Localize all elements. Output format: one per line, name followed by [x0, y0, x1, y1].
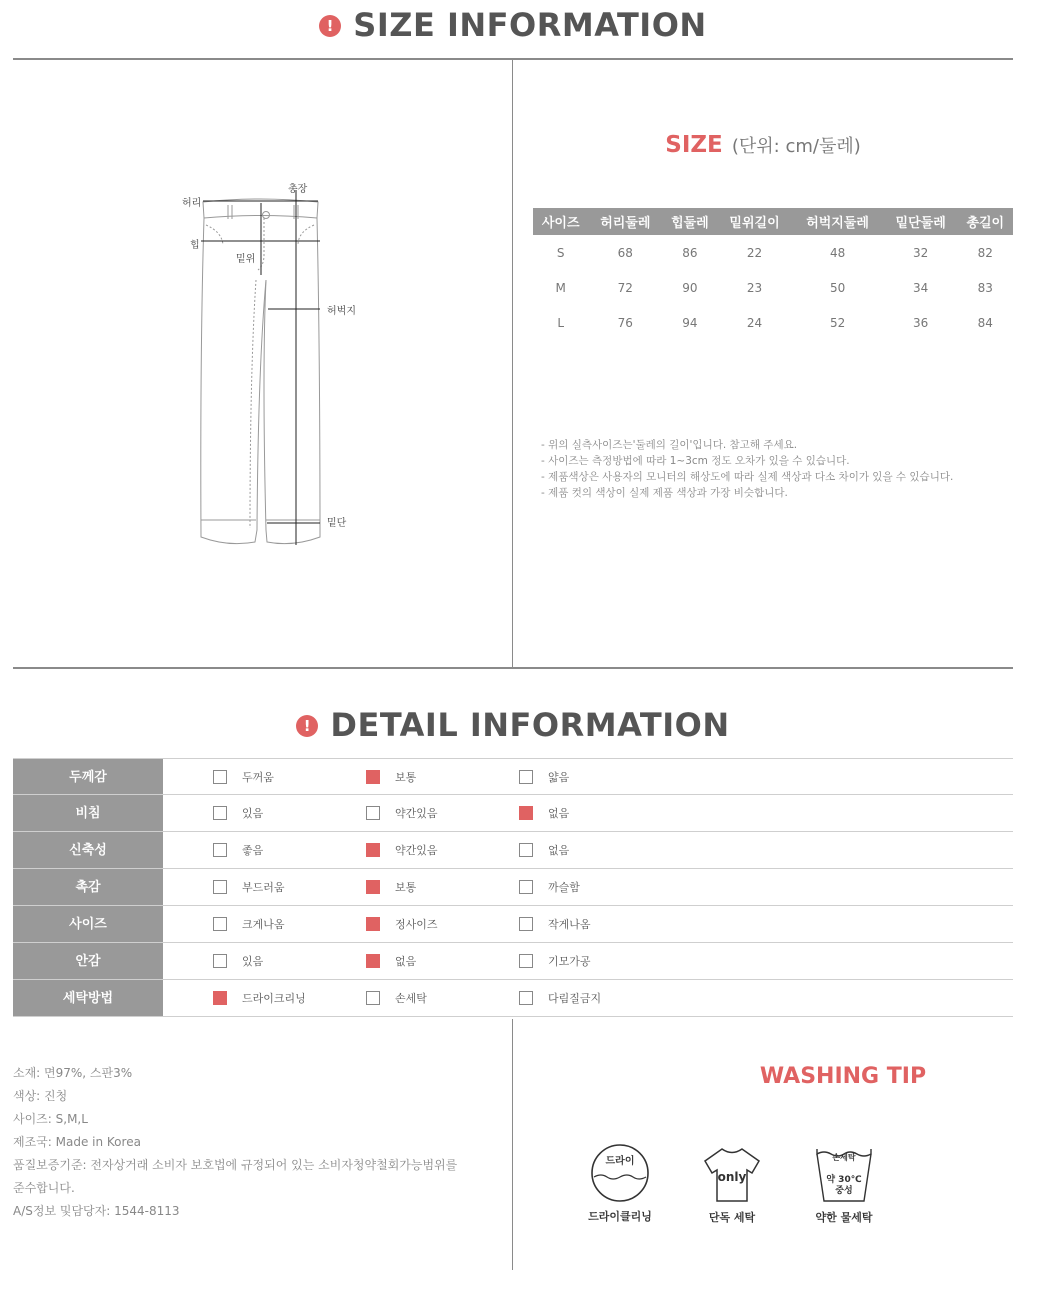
table-cell: 32 — [913, 245, 929, 260]
diagram-label-length: 총장 — [288, 184, 308, 195]
bottom-divider — [13, 667, 1013, 669]
detail-option-label: 정사이즈 — [395, 918, 438, 931]
product-info-line: 준수합니다. — [13, 1181, 75, 1195]
detail-option — [213, 759, 274, 794]
detail-row-label: 신축성 — [13, 832, 163, 868]
product-info-line: 제조국: Made in Korea — [13, 1135, 141, 1149]
unchecked-box-icon — [213, 843, 227, 857]
detail-option — [213, 832, 263, 868]
detail-row — [13, 869, 1013, 906]
detail-option — [366, 906, 438, 942]
detail-option-label: 까슬함 — [548, 881, 580, 894]
size-table-header-cell: 밑위길이 — [718, 208, 792, 235]
detail-option-label: 손세탁 — [395, 992, 427, 1005]
table-cell: 94 — [682, 315, 698, 330]
detail-row — [13, 980, 1013, 1017]
unchecked-box-icon — [366, 991, 380, 1005]
detail-option — [213, 906, 285, 942]
tshirt-icon — [702, 1146, 762, 1204]
detail-option-label: 약간있음 — [395, 807, 438, 820]
detail-option-label: 있음 — [242, 955, 264, 968]
unchecked-box-icon — [519, 843, 533, 857]
detail-option-label: 다림질금지 — [548, 992, 602, 1005]
product-info-line: 사이즈: S,M,L — [13, 1112, 88, 1126]
detail-row — [13, 943, 1013, 980]
table-cell: 90 — [682, 280, 698, 295]
table-cell: 24 — [746, 315, 763, 330]
pants-diagram — [170, 170, 390, 560]
checked-box-icon — [366, 770, 380, 784]
detail-option — [366, 795, 438, 831]
tub-text-bottom: 중성 — [835, 1186, 853, 1196]
detail-table — [13, 758, 1013, 1017]
diagram-label-thigh: 허벅지 — [327, 306, 356, 317]
detail-option-label: 크게나옴 — [242, 918, 285, 931]
note-line: - 사이즈는 측정방법에 따라 1~3cm 정도 오차가 있을 수 있습니다. — [541, 455, 850, 467]
detail-information-title: ! DETAIL INFORMATION — [0, 706, 1026, 744]
detail-row — [13, 758, 1013, 795]
detail-option-label: 보통 — [395, 881, 417, 894]
checked-box-icon — [519, 806, 533, 820]
table-cell: 50 — [829, 280, 846, 295]
detail-option — [366, 869, 416, 905]
detail-option-label: 부드러움 — [242, 881, 285, 894]
table-cell: 52 — [829, 315, 846, 330]
unchecked-box-icon — [213, 806, 227, 820]
pants-outline-icon — [170, 170, 390, 560]
top-divider — [13, 58, 1013, 60]
diagram-label-hem: 밑단 — [327, 518, 347, 529]
table-cell: 23 — [746, 280, 763, 295]
detail-option-label: 보통 — [395, 770, 417, 784]
detail-option-label: 작게나옴 — [548, 918, 591, 931]
tub-text-top: 손세탁 — [832, 1153, 856, 1162]
table-cell: M — [555, 280, 566, 295]
size-table-header-cell: 허리둘레 — [588, 208, 662, 235]
table-cell: 82 — [977, 245, 993, 260]
detail-row-label: 비침 — [13, 795, 163, 831]
detail-option-label: 약간있음 — [395, 844, 438, 857]
detail-option — [213, 980, 306, 1016]
detail-row-label: 사이즈 — [13, 906, 163, 942]
size-information-title: ! SIZE INFORMATION — [0, 6, 1026, 44]
detail-row-label: 세탁방법 — [13, 980, 163, 1016]
table-cell: 86 — [682, 245, 698, 260]
size-table-header-cell: 총길이 — [958, 208, 1013, 235]
table-cell: 48 — [829, 245, 846, 260]
detail-option — [519, 832, 569, 868]
detail-option — [519, 906, 591, 942]
product-info-line: 색상: 진청 — [13, 1089, 68, 1103]
table-cell: L — [557, 315, 565, 330]
tub-text-mid: 약 30℃ — [826, 1175, 862, 1185]
unchecked-box-icon — [213, 880, 227, 894]
wash-item-gentle — [806, 1146, 882, 1225]
table-cell: 36 — [913, 315, 929, 330]
wash-caption: 약한 물세탁 — [815, 1211, 873, 1224]
note-line: - 제품색상은 사용자의 모니터의 해상도에 따라 실제 색상과 다소 차이가 있을 수 있습니다. — [541, 471, 954, 483]
unchecked-box-icon — [519, 917, 533, 931]
detail-option — [519, 869, 580, 905]
size-table-header-cell: 사이즈 — [533, 208, 588, 235]
detail-option-label: 얇음 — [548, 770, 570, 784]
unit-label: (단위: cm/둘레) — [731, 136, 861, 157]
exclamation-icon: ! — [296, 715, 318, 737]
size-table — [533, 208, 1013, 340]
unchecked-box-icon — [213, 954, 227, 968]
size-heading — [513, 132, 1013, 158]
detail-option — [366, 980, 427, 1016]
wash-tub-icon — [814, 1146, 874, 1204]
detail-option-label: 있음 — [242, 807, 264, 820]
detail-option — [366, 943, 416, 979]
detail-option — [213, 943, 263, 979]
checked-box-icon — [366, 880, 380, 894]
checked-box-icon — [366, 954, 380, 968]
product-info-line: 품질보증기준: 전자상거래 소비자 보호법에 규정되어 있는 소비자청약철회가능범위를 — [13, 1158, 458, 1172]
wash-item-dry-clean — [585, 1143, 655, 1224]
bottom-center-divider — [512, 1019, 513, 1270]
product-info-line: 소재: 면97%, 스판3% — [13, 1066, 133, 1080]
unchecked-box-icon — [213, 770, 227, 784]
diagram-label-rise: 밑위 — [236, 254, 256, 265]
detail-row — [13, 832, 1013, 869]
unchecked-box-icon — [519, 991, 533, 1005]
table-row — [533, 270, 1013, 305]
detail-option — [519, 795, 569, 831]
diagram-label-hip: 힙 — [190, 240, 200, 251]
detail-option — [519, 759, 569, 794]
table-cell: 68 — [617, 245, 633, 260]
product-info-line: A/S정보 및담당자: 1544-8113 — [13, 1204, 180, 1218]
diagram-label-waist: 허리 — [182, 198, 202, 209]
size-table-header-cell: 허벅지둘레 — [791, 208, 883, 235]
detail-row-label: 촉감 — [13, 869, 163, 905]
size-table-header-cell: 힙둘레 — [662, 208, 717, 235]
dry-clean-inner-text: 드라이 — [605, 1156, 635, 1167]
detail-option — [519, 943, 591, 979]
detail-option — [213, 795, 263, 831]
detail-option — [366, 759, 416, 794]
checked-box-icon — [366, 917, 380, 931]
detail-option-label: 좋음 — [242, 844, 264, 857]
detail-option — [213, 869, 285, 905]
detail-option-label: 두꺼움 — [242, 770, 274, 784]
wash-item-single — [700, 1146, 764, 1225]
detail-option — [519, 980, 601, 1016]
product-info — [13, 1062, 508, 1223]
note-line: - 제품 컷의 색상이 실제 제품 색상과 가장 비슷합니다. — [541, 487, 788, 499]
unchecked-box-icon — [366, 806, 380, 820]
table-cell: 83 — [977, 280, 993, 295]
note-line: - 위의 실측사이즈는'둘레의 길이'입니다. 참고해 주세요. — [541, 439, 798, 451]
table-row — [533, 305, 1013, 340]
detail-row-label: 두께감 — [13, 759, 163, 794]
wash-caption: 단독 세탁 — [708, 1211, 756, 1224]
dry-clean-icon — [589, 1143, 651, 1203]
detail-option-label: 없음 — [548, 844, 570, 857]
detail-option-label: 없음 — [395, 955, 417, 968]
table-cell: 22 — [746, 245, 763, 260]
unchecked-box-icon — [213, 917, 227, 931]
size-table-header-cell: 밑단둘레 — [884, 208, 958, 235]
table-cell: S — [556, 245, 565, 260]
detail-option — [366, 832, 438, 868]
exclamation-icon: ! — [319, 15, 341, 37]
detail-row — [13, 795, 1013, 832]
table-cell: 72 — [617, 280, 633, 295]
tshirt-inner-text: only — [717, 1170, 747, 1184]
washing-tip-title: WASHING TIP — [759, 1064, 927, 1089]
detail-option-label: 없음 — [548, 807, 570, 820]
size-table-header — [533, 208, 1013, 235]
table-cell: 84 — [977, 315, 993, 330]
wash-caption: 드라이클리닝 — [588, 1210, 652, 1223]
detail-option-label: 기모가공 — [548, 955, 591, 968]
table-row — [533, 235, 1013, 270]
detail-row-label: 안감 — [13, 943, 163, 979]
size-notes — [541, 437, 953, 501]
checked-box-icon — [366, 843, 380, 857]
unchecked-box-icon — [519, 880, 533, 894]
detail-option-label: 드라이크리닝 — [242, 992, 306, 1005]
table-cell: 34 — [913, 280, 929, 295]
unchecked-box-icon — [519, 954, 533, 968]
size-label: SIZE — [665, 132, 723, 158]
unchecked-box-icon — [519, 770, 533, 784]
table-cell: 76 — [617, 315, 633, 330]
detail-row — [13, 906, 1013, 943]
checked-box-icon — [213, 991, 227, 1005]
